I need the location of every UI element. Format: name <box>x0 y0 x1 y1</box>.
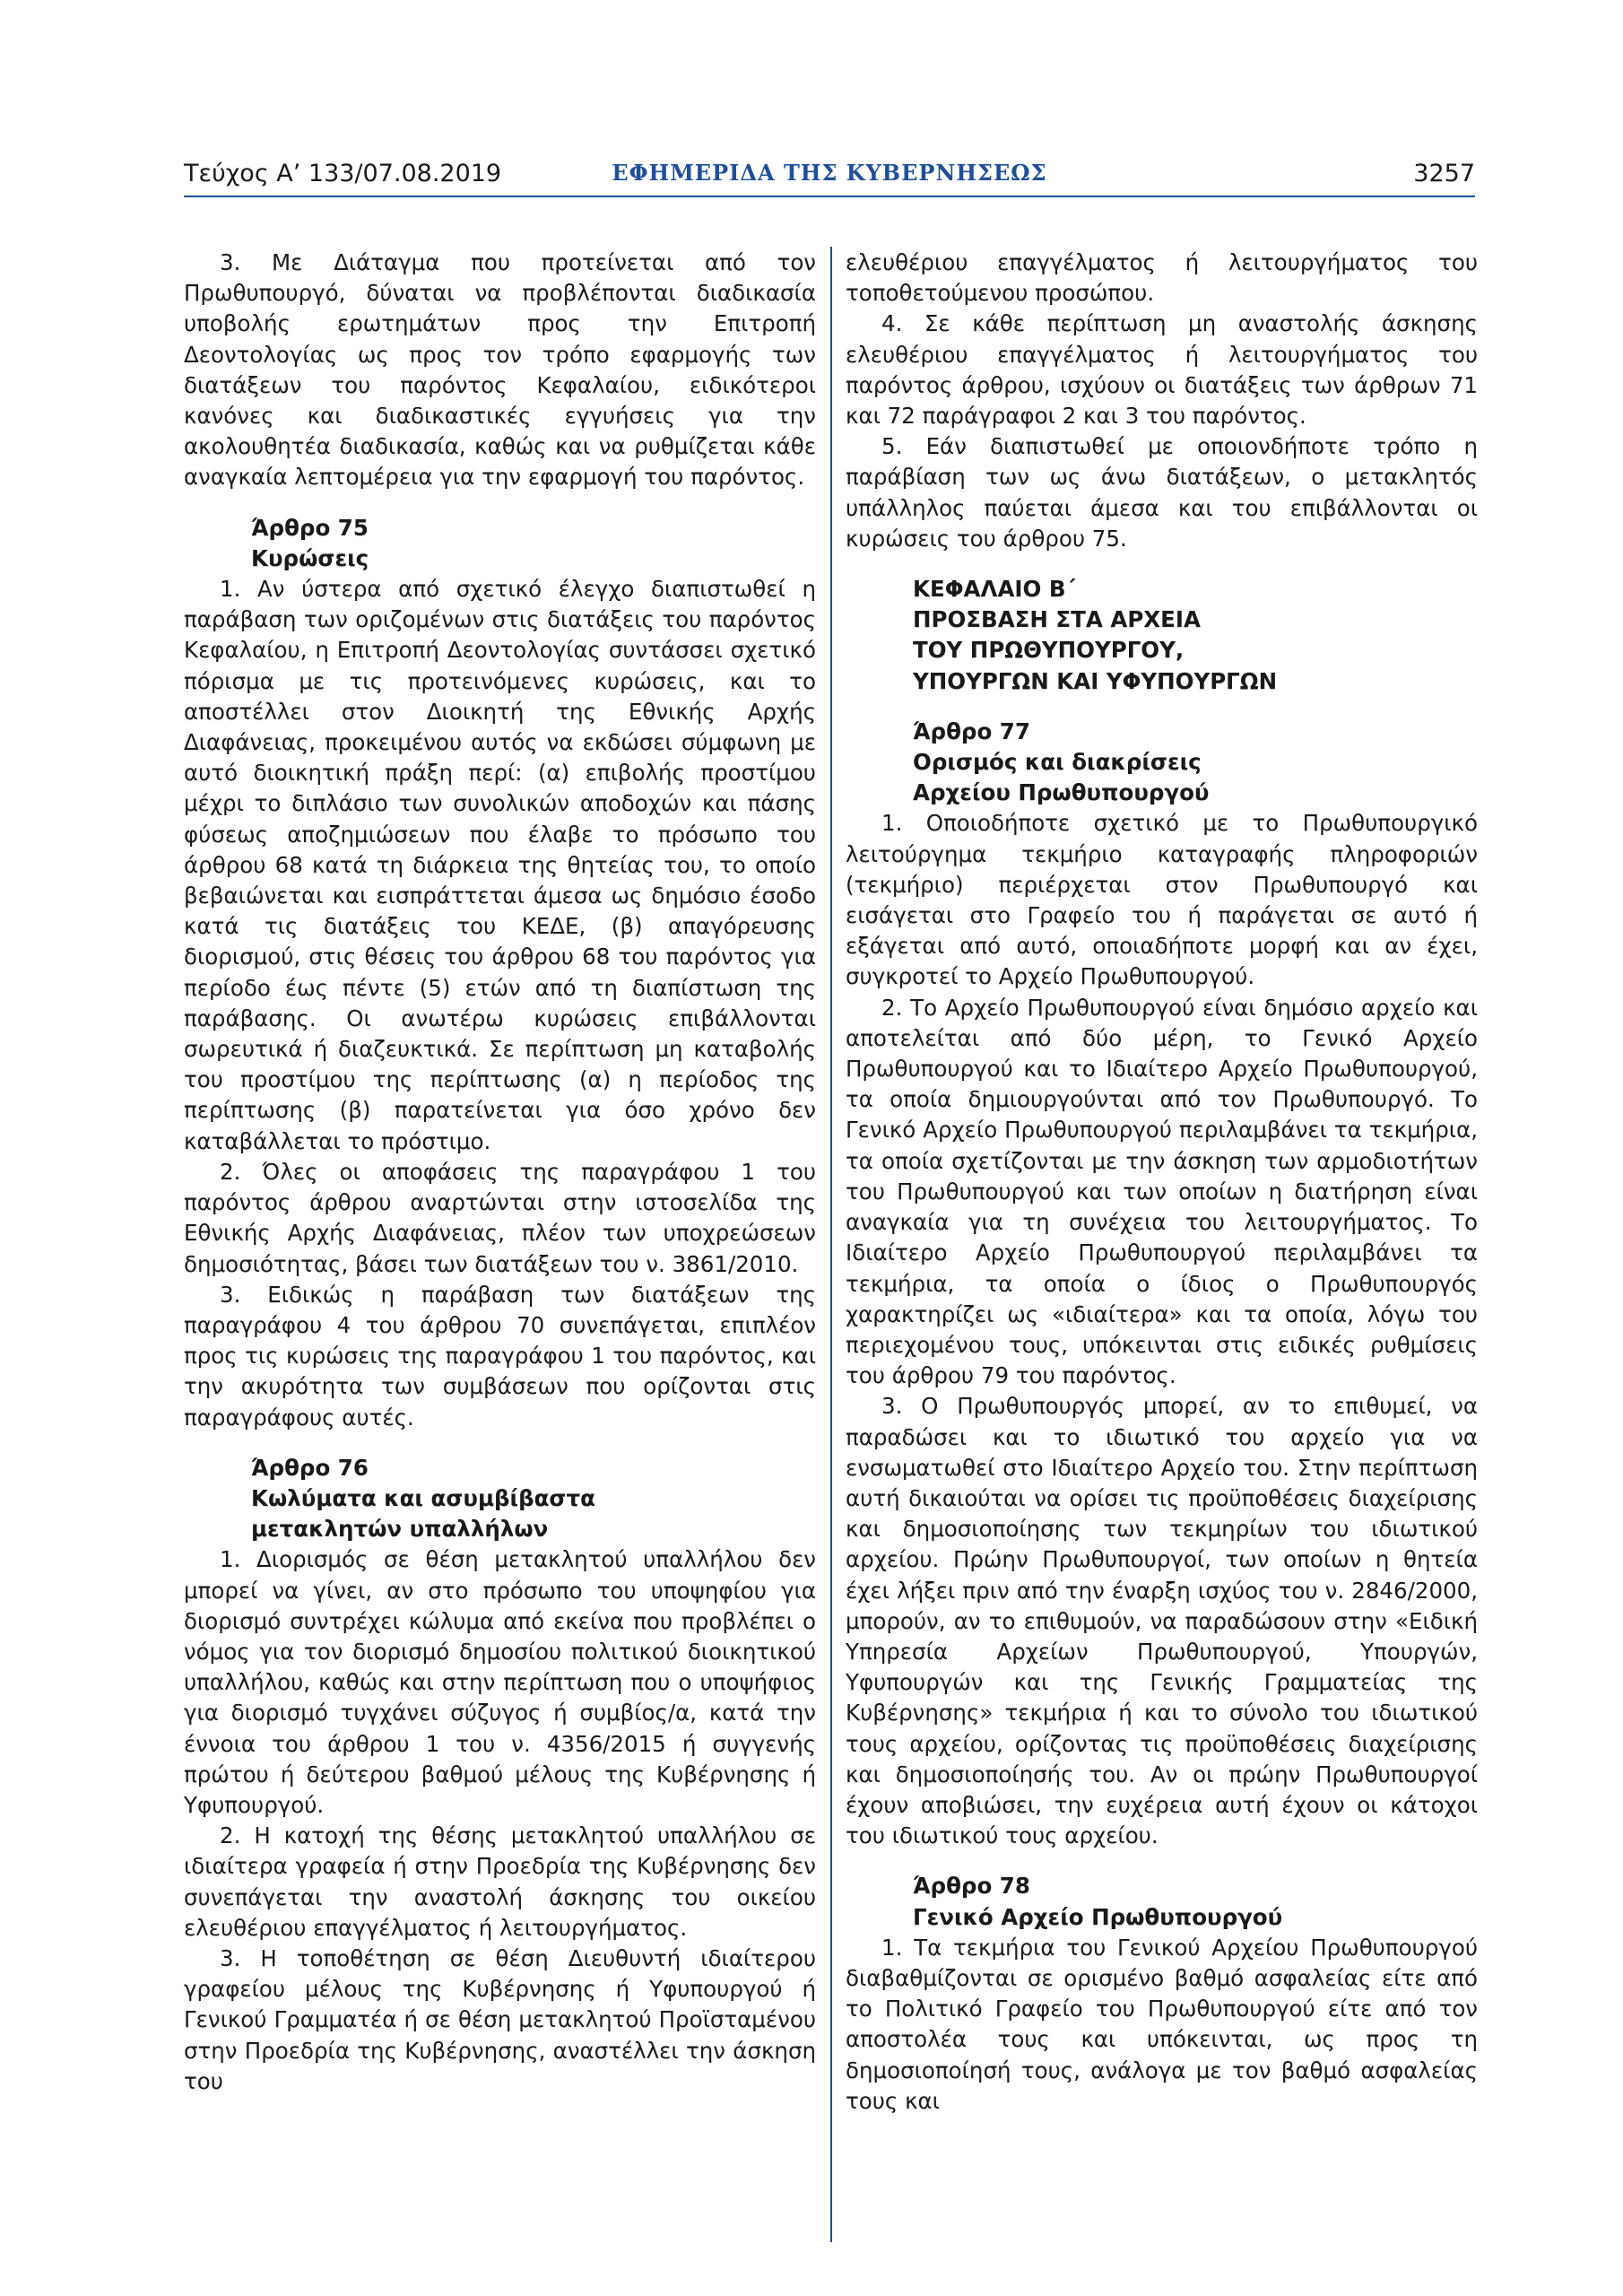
gazette-title: ΕΦΗΜΕΡΙΔΑ ΤΗΣ ΚΥΒΕΡΝΗΣΕΩΣ <box>612 160 1047 186</box>
paragraph: 3. Ειδικώς η παράβαση των διατάξεων της παραγράφου 4 του άρθρου 70 συνεπάγεται, επιπλέον προς τις κυρώσεις της παραγράφου 1 του παρόντος, και την ακυρότητα των συμβάσεων που ορίζονται στις παραγράφους αυτές. <box>184 1281 816 1431</box>
paragraph: 2. Όλες οι αποφάσεις της παραγράφου 1 του παρόντος άρθρου αναρτώνται στην ιστοσελίδα της Εθνικής Αρχής Διαφάνειας, πλέον των υποχρεώσεων δημοσιότητας, βάσει των διατάξεων του ν. 3861/2010. <box>184 1158 816 1277</box>
paragraph: 3. Η τοποθέτηση σε θέση Διευθυντή ιδιαίτερου γραφείου μέλους της Κυβέρνησης ή Υφυπουργού ή Γενικού Γραμματέα ή σε θέση μετακλητού Προϊσταμένου στην Προεδρία της Κυβέρνησης, αναστέλλει την άσκηση του <box>184 1944 816 2094</box>
article-title: Κωλύματα και ασυμβίβαστα <box>251 1484 595 1511</box>
right-column <box>846 248 1478 2117</box>
paragraph: 3. Ο Πρωθυπουργός μπορεί, αν το επιθυμεί, να παραδώσει και το ιδιωτικό του αρχείο για να ενσωματωθεί στο Ιδιαίτερο Αρχείο του. Στην περίπτωση αυτή δικαιούται να ορίσει τις προϋποθέσεις διαχείρισης και δημοσιοποίησης των τεκμηρίων του ιδιωτικού αρχείου. Πρώην Πρωθυπουργοί, των οποίων η θητεία έχει λήξει πριν από την έναρξη ισχύος του ν. 2846/2000, μπορούν, αν το επιθυμούν, να παραδώσουν στην «Ειδική Υπηρεσία Αρχείων Πρωθυπουργού, Υπουργών, Υφυπουργών και της Γενικής Γραμματείας της Κυβέρνησης» τεκμήρια ή και το σύνολο του ιδιωτικού τους αρχείου, ορίζοντας τις προϋποθέσεις διαχείρισης και δημοσιοποίησής του. Αν οι πρώην Πρωθυπουργοί έχουν αποβιώσει, την ευχέρεια αυτή έχουν οι κάτοχοι του ιδιωτικού τους αρχείου. <box>846 1393 1478 1849</box>
article-number: Άρθρο 76 <box>251 1454 369 1481</box>
chapter-title: ΤΟΥ ΠΡΩΘΥΠΟΥΡΓΟΥ, <box>913 637 1185 664</box>
paragraph: 2. Η κατοχή της θέσης μετακλητού υπαλλήλου σε ιδιαίτερα γραφεία ή στην Προεδρία της Κυβέρνησης δεν συνεπάγεται την αναστολή άσκησης του οικείου ελευθέριου επαγγέλματος ή λειτουργήματος. <box>184 1822 816 1941</box>
chapter-title: ΠΡΟΣΒΑΣΗ ΣΤΑ ΑΡΧΕΙΑ <box>913 606 1201 633</box>
article-title: Κυρώσεις <box>251 544 369 571</box>
page-number: 3257 <box>1413 160 1475 187</box>
paragraph: ελευθέριου επαγγέλματος ή λειτουργήματος του τοποθετούμενου προσώπου. <box>846 249 1478 307</box>
chapter-heading: ΚΕΦΑΛΑΙΟ Β΄ <box>913 576 1076 603</box>
column-divider <box>830 247 832 2242</box>
article-title: Αρχείου Πρωθυπουργού <box>913 779 1210 806</box>
paragraph: 1. Αν ύστερα από σχετικό έλεγχο διαπιστωθεί η παράβαση των οριζομένων στις διατάξεις του παρόντος Κεφαλαίου, η Επιτροπή Δεοντολογίας συντάσσει σχετικό πόρισμα με τις προτεινόμενες κυρώσεις, και το αποστέλλει στον Διοικητή της Εθνικής Αρχής Διαφάνειας, προκειμένου αυτός να εκδώσει σύμφωνη με αυτό διοικητική πράξη περί: (α) επιβολής προστίμου μέχρι το διπλάσιο των συνολικών αποδοχών και πάσης φύσεως αποζημιώσεων που έλαβε το πρόσωπο του άρθρου 68 κατά τη διάρκεια της θητείας του, το οποίο βεβαιώνεται και εισπράττεται άμεσα ως δημόσιο έσοδο κατά τις διατάξεις του ΚΕΔΕ, (β) απαγόρευσης διορισμού, στις θέσεις του άρθρου 68 του παρόντος για περίοδο έως πέντε (5) ετών από τη διαπίστωση της παράβασης. Οι ανωτέρω κυρώσεις επιβάλλονται σωρευτικά ή διαζευκτικά. Σε περίπτωση μη καταβολής του προστίμου της περίπτωσης (α) η περίοδος της περίπτωσης (β) παρατείνεται για όσο χρόνο δεν καταβάλλεται το πρόστιμο. <box>184 576 816 1154</box>
paragraph: 1. Διορισμός σε θέση μετακλητού υπαλλήλου δεν μπορεί να γίνει, αν στο πρόσωπο του υποψηφίου για διορισμό συντρέχει κώλυμα από εκείνα που προβλέπει ο νόμος για τον διορισμό δημοσίου πολιτικού διοικητικού υπαλλήλου, καθώς και στην περίπτωση που ο υποψήφιος για διορισμό τυγχάνει σύζυγος ή συμβίος/α, κατά την έννοια του άρθρου 1 του ν. 4356/2015 ή συγγενής πρώτου ή δεύτερου βαθμού μέλους της Κυβέρνησης ή Υφυπουργού. <box>184 1546 816 1818</box>
chapter-title: ΥΠΟΥΡΓΩΝ ΚΑΙ ΥΦΥΠΟΥΡΓΩΝ <box>913 667 1278 694</box>
article-number: Άρθρο 78 <box>913 1873 1030 1900</box>
paragraph: 2. Το Αρχείο Πρωθυπουργού είναι δημόσιο αρχείο και αποτελείται από δύο μέρη, το Γενικό Αρχείο Πρωθυπουργού και το Ιδιαίτερο Αρχείο Πρωθυπουργού, τα οποία δημιουργούνται από τον Πρωθυπουργό. Το Γενικό Αρχείο Πρωθυπουργού περιλαμβάνει τα τεκμήρια, τα οποία σχετίζονται με την άσκηση των αρμοδιοτήτων του Πρωθυπουργού και των οποίων η διατήρηση είναι αναγκαία για τη συνέχεια του λειτουργήματος. Το Ιδιαίτερο Αρχείο Πρωθυπουργού περιλαμβάνει τα τεκμήρια, τα οποία ο ίδιος ο Πρωθυπουργός χαρακτηρίζει ως «ιδιαίτερα» και τα οποία, λόγω του περιεχομένου τους, υπόκεινται στις ειδικές ρυθμίσεις του άρθρου 79 του παρόντος. <box>846 994 1478 1389</box>
paragraph: 1. Τα τεκμήρια του Γενικού Αρχείου Πρωθυπουργού διαβαθμίζονται σε ορισμένο βαθμό ασφαλείας είτε από το Πολιτικό Γραφείο του Πρωθυπουργού είτε από τον αποστολέα τους και υπόκεινται, ως προς τη δημοσιοποίησή τους, ανάλογα με τον βαθμό ασφαλείας τους και <box>846 1934 1478 2114</box>
article-number: Άρθρο 75 <box>251 514 369 541</box>
header-rule <box>184 196 1475 197</box>
paragraph: 4. Σε κάθε περίπτωση μη αναστολής άσκησης ελευθέριου επαγγέλματος ή λειτουργήματος του παρόντος άρθρου, ισχύουν οι διατάξεις των άρθρων 71 και 72 παράγραφοι 2 και 3 του παρόντος. <box>846 310 1478 430</box>
article-title: Ορισμός και διακρίσεις <box>913 749 1202 776</box>
paragraph: 5. Εάν διαπιστωθεί με οποιονδήποτε τρόπο η παράβίαση των ως άνω διατάξεων, ο μετακλητός υπάλληλος παύεται άμεσα και του επιβάλλονται οι κυρώσεις του άρθρου 75. <box>846 433 1478 552</box>
article-title: μετακλητών υπαλλήλων <box>251 1516 549 1543</box>
paragraph: 3. Με Διάταγμα που προτείνεται από τον Πρωθυπουργό, δύναται να προβλέπονται διαδικασία υποβολής ερωτημάτων προς την Επιτροπή Δεοντολογίας ως προς τον τρόπο εφαρμογής των διατάξεων του παρόντος Κεφαλαίου, ειδικότεροι κανόνες και διαδικαστικές εγγυήσεις για την ακολουθητέα διαδικασία, καθώς και να ρυθμίζεται κάθε αναγκαία λεπτομέρεια για την εφαρμογή του παρόντος. <box>184 249 816 491</box>
left-column <box>184 248 816 2097</box>
paragraph: 1. Οποιοδήποτε σχετικό με το Πρωθυπουργικό λειτούργημα τεκμήριο καταγραφής πληροφοριών (τεκμήριο) περιέρχεται στον Πρωθυπουργό και εισάγεται στο Γραφείο του ή παράγεται σε αυτό ή εξάγεται από αυτό, οποιαδήποτε μορφή και αν έχει, συγκροτεί το Αρχείο Πρωθυπουργού. <box>846 810 1478 990</box>
article-number: Άρθρο 77 <box>913 718 1030 744</box>
issue-number: Τεύχος Α’ 133/07.08.2019 <box>184 160 502 187</box>
article-title: Γενικό Αρχείο Πρωθυπουργού <box>913 1903 1283 1930</box>
